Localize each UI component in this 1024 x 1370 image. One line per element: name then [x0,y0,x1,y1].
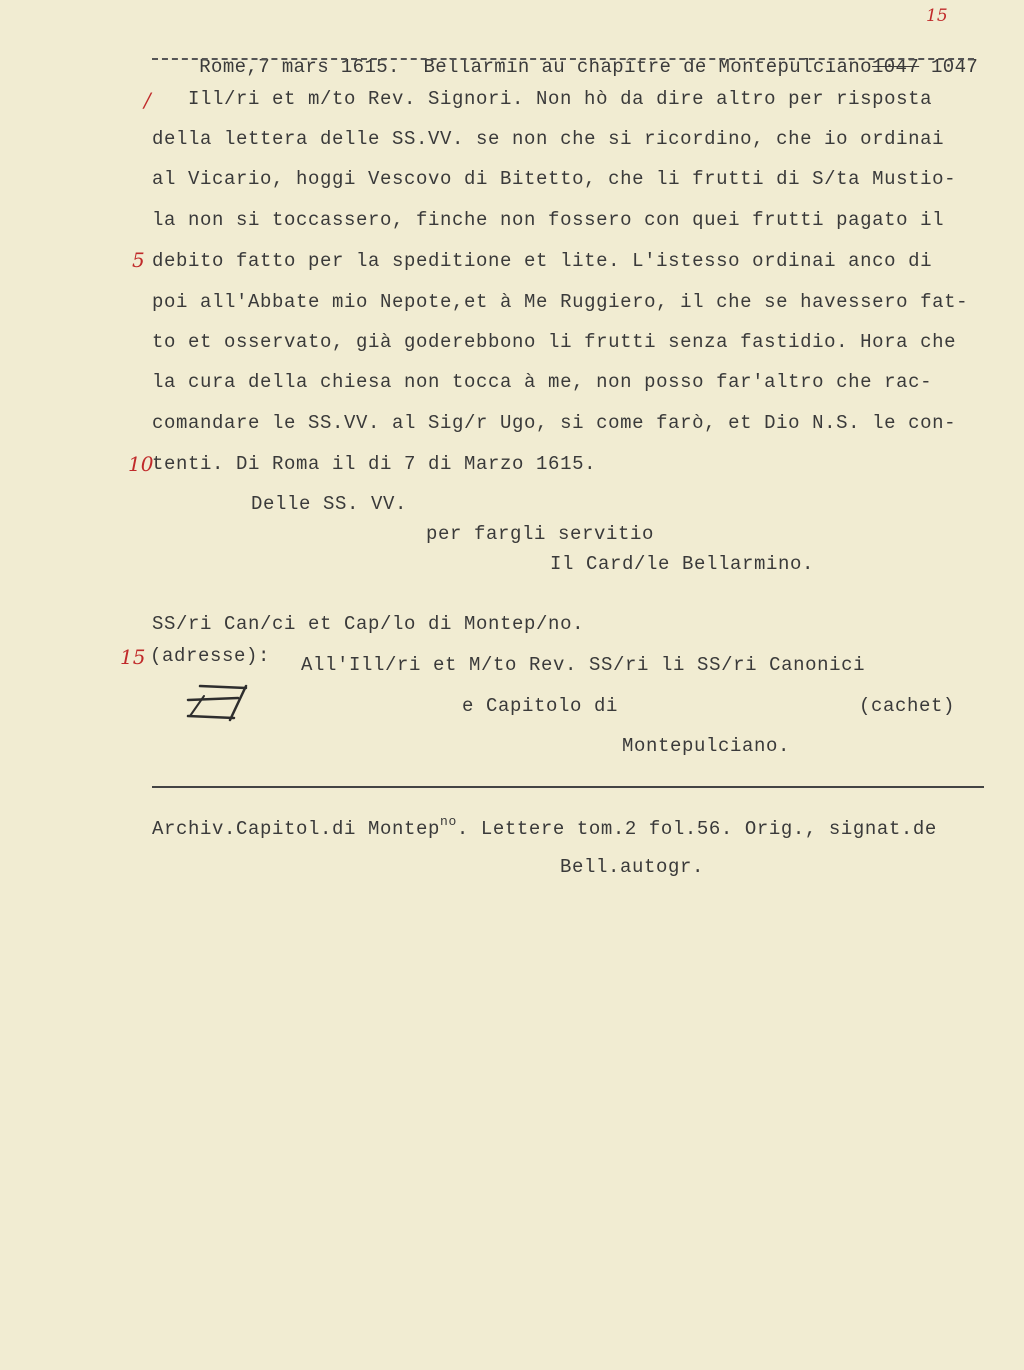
body-line-8: la cura della chiesa non tocca à me, non posso far'altro che rac- [152,371,933,393]
header-number: 1047 [930,56,979,78]
footnote-rule [152,786,984,788]
footnote-line-2: Bell.autogr. [560,856,705,878]
closing-salutation: Delle SS. VV. [251,493,408,515]
line-marker-15: 15 [120,645,146,669]
cachet-note: (cachet) [859,695,956,717]
line-marker-1: / [144,88,151,112]
body-line-10: tenti. Di Roma il di 7 di Marzo 1615. [152,453,597,475]
header-underline [152,58,974,60]
address-line-2: e Capitolo di [462,695,619,717]
address-line-3: Montepulciano. [622,735,791,757]
signature: Il Card/le Bellarmino. [550,553,815,575]
recipient-line: SS/ri Can/ci et Cap/lo di Montep/no. [152,613,585,635]
footnote-text-a: Archiv.Capitol.di Montep [152,818,441,840]
address-line-1: All'Ill/ri et M/to Rev. SS/ri li SS/ri Canonici [301,654,866,676]
body-line-9: comandare le SS.VV. al Sig/r Ugo, si come farò, et Dio N.S. le con- [152,412,957,434]
body-line-6: poi all'Abbate mio Nepote,et à Me Ruggiero, il che se havessero fat- [152,291,969,313]
body-line-1: Ill/ri et m/to Rev. Signori. Non hò da dire altro per risposta [188,88,933,110]
address-label: (adresse): [150,645,271,667]
footnote-superscript: no [440,814,457,829]
body-line-5: debito fatto per la speditione et lite. L'istesso ordinai anco di [152,250,933,272]
body-line-7: to et osservato, già goderebbono li frutti senza fastidio. Hora che [152,331,957,353]
header-struck-number: 1047 [871,56,920,78]
line-marker-10: 10 [128,452,154,476]
body-line-2: della lettera delle SS.VV. se non che si ricordino, che io ordinai [152,128,945,150]
body-line-3: al Vicario, hoggi Vescovo di Bitetto, che li frutti di S/ta Mustio- [152,168,957,190]
footnote-line-1 [152,814,937,840]
body-line-4: la non si toccassero, finche non fossero con quei frutti pagato il [152,209,945,231]
header-title: Rome,7 mars 1615. Bellarmin au chapître de Montepulciano [199,56,872,78]
footnote-text-b: . Lettere tom.2 fol.56. Orig., signat.de [456,818,937,840]
handwritten-mark-icon [186,682,256,724]
line-marker-5: 5 [132,248,145,272]
page-mark: 15 [926,6,948,26]
closing-service: per fargli servitio [426,523,655,545]
